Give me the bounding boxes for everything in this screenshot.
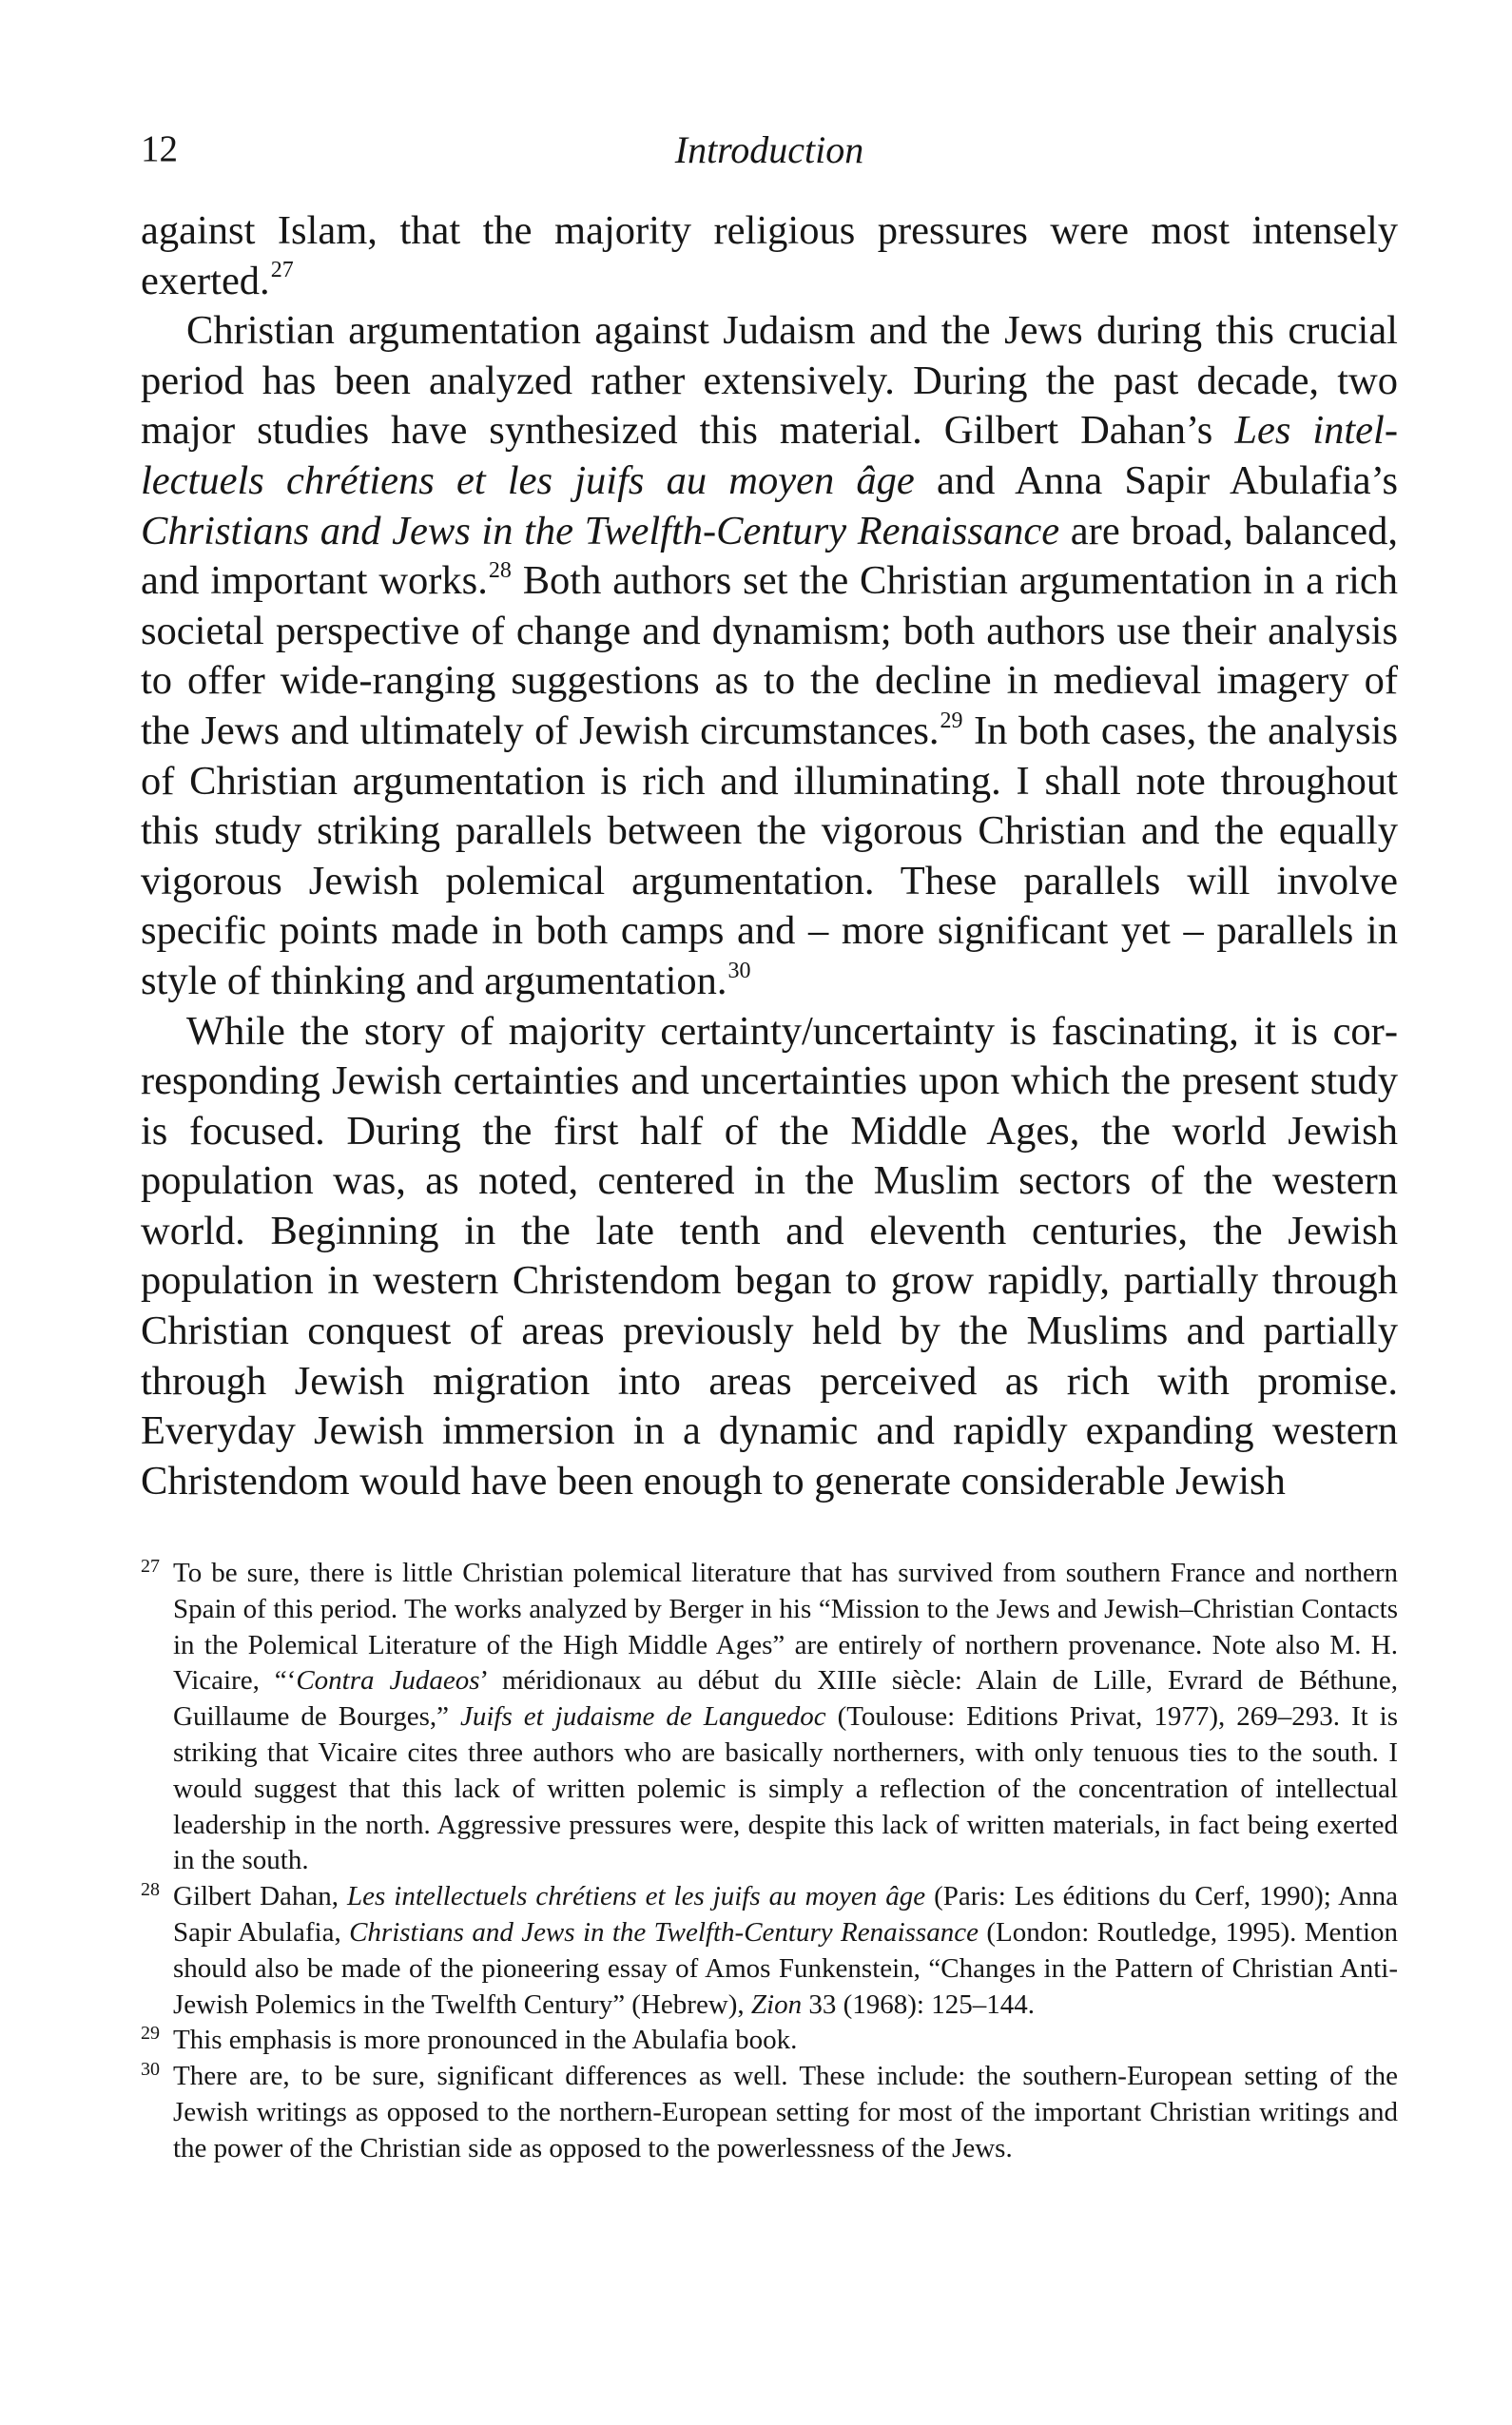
paragraph-text: and Anna Sapir Abulafia’s (914, 457, 1399, 503)
book-title: Les intellectuels chrétiens et les juifs au moyen âge (141, 408, 1399, 503)
footnote-text: (Toulouse: Editions Privat, 1977), 269–293. It is striking that Vicaire cites three authors who are basically northerners, with only tenuous ties to the south. I would suggest that this lack of written polemic is simply a reflection of the concentration of intellectual leadership in the north. Aggressive pressures were, despite this lack of written materials, in fact being exerted in the south. (173, 1701, 1398, 1876)
paragraph-text: against Islam, that the majority religious pressures were most intensely exerted. (141, 208, 1398, 303)
work-title: Zion (750, 1988, 803, 2020)
paragraph-continuation (141, 206, 1398, 306)
footnote-reference: 30 (727, 958, 751, 983)
footnote-number: 30 (141, 2059, 160, 2081)
footnote-number: 29 (141, 2023, 160, 2045)
footnote-29 (141, 2023, 1398, 2059)
footnote-reference: 28 (488, 557, 512, 583)
paragraph-text: Both authors set the Christian argumentation in a rich societal perspective of change and dynamism; both authors use their analysis to offer wide-ranging suggestions as to the decline in medieval imagery of the Jews and ultimately of Jewish circumstances. (141, 558, 1398, 753)
footnote-text: (Paris: Les éditions du Cerf, 1990); Anna Sapir Abulafia, (173, 1881, 1398, 1948)
footnote-27 (141, 1556, 1398, 1879)
footnote-number: 27 (141, 1556, 160, 1577)
paragraph-text: are broad, balanced, and important works. (141, 508, 1398, 604)
work-title: Contra Judaeos (296, 1665, 480, 1697)
work-title: Juifs et judaisme de Languedoc (460, 1701, 826, 1733)
footnotes (141, 1556, 1398, 2167)
paragraph-jewish-certainties: While the story of majority certainty/uncertainty is fascinating, it is corresponding Jewish certainties and uncertainties upon which the present study is focused. During the first half of the Middle Ages, the world Jewish population was, as noted, centered in the Muslim sectors of the western world. Beginning in the late tenth and eleventh centuries, the Jewish population in western Christendom began to grow rapidly, partially through Christian conquest of areas previously held by the Muslims and partially through Jewish migration into areas perceived as rich with promise. Everyday Jewish immersion in a dynamic and rapidly expanding western Christendom would have been enough to generate considerable Jewish (141, 1008, 1398, 1504)
running-title: Introduction (674, 128, 864, 171)
footnote-28 (141, 1879, 1398, 2023)
paragraph-christian-argumentation (141, 306, 1398, 1006)
footnote-text: ’ méridionaux au début du XIIIe siècle: Alain de Lille, Evrard de Béthune, Guillaume de Bourges,” (173, 1665, 1399, 1733)
footnote-text: There are, to be sure, significant differences as well. These include: the southern-European setting of the Jewish writings as opposed to the northern-European setting for most of the important Christian writings and the power of the Christian side as opposed to the powerlessness of the Jews. (173, 2061, 1398, 2163)
footnote-text: This emphasis is more pronounced in the Abulafia book. (173, 2025, 798, 2056)
page-header (141, 127, 1398, 184)
paragraph-text: In both cases, the analysis of Christian argumentation is rich and illuminating. I shall note throughout this study striking parallels between the vigorous Christian and the equally vigorous Jewish polemical argumentation. These parallels will involve specific points made in both camps and – more significant yet – parallels in style of thinking and argumentation. (141, 708, 1398, 1003)
page-number: 12 (141, 128, 178, 169)
paragraph-text: Christian argumentation against Judaism and the Jews during this crucial period has been analyzed rather extensively. During the past decade, two major studies have synthesized this material. Gilbert Dahan’s (141, 308, 1398, 454)
footnote-text: To be sure, there is little Christian polemical literature that has survived from southern France and northern Spain of this period. The works analyzed by Berger in his “Mission to the Jews and Jewish–Christian Contacts in the Polemical Literature of the High Middle Ages” are entirely of northern provenance. Note also M. H. Vicaire, “‘ (173, 1558, 1398, 1697)
work-title: Les intellectuels chrétiens et les juifs au moyen âge (347, 1881, 926, 1912)
footnote-text: 33 (1968): 125–144. (802, 1988, 1035, 2020)
book-title: Christians and Jews in the Twelfth-Century Renaissance (141, 508, 1060, 553)
body-text (141, 206, 1398, 1506)
footnote-text: (London: Routledge, 1995). Mention should also be made of the pioneering essay of Amos Funkenstein, “Changes in the Pattern of Christian Anti-Jewish Polemics in the Twelfth Century” (Hebrew), (173, 1916, 1399, 2020)
footnote-number: 28 (141, 1879, 160, 1901)
footnote-30 (141, 2059, 1398, 2166)
footnote-reference: 27 (270, 258, 294, 283)
footnote-text: Gilbert Dahan, (173, 1881, 348, 1912)
footnote-reference: 29 (940, 708, 963, 733)
work-title: Christians and Jews in the Twelfth-Century Renaissance (349, 1916, 979, 1948)
